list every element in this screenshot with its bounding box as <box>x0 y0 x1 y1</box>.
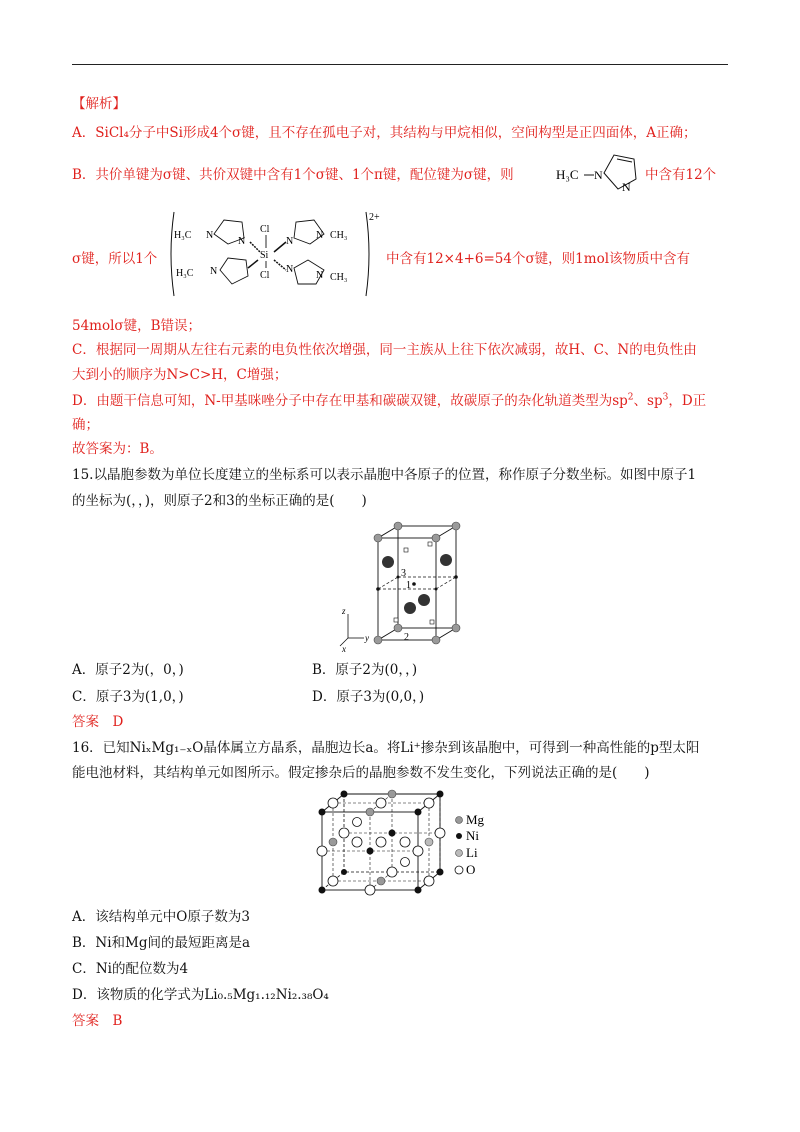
analysis-d-sup2: 3 <box>662 392 669 403</box>
q15-option-a: A．原子2为(，0，) <box>72 662 184 678</box>
q16-answer: 答案 B <box>72 1013 123 1029</box>
q15-axis-z: z <box>342 606 346 616</box>
q16-legend-o: O <box>466 862 476 877</box>
complex-n-lr2: N <box>316 270 324 281</box>
complex-cl-top: Cl <box>260 224 270 235</box>
q16-option-a: A．该结构单元中O原子数为3 <box>72 909 250 925</box>
complex-ch3-ul: H₃C <box>174 230 192 241</box>
analysis-b-line2-pre: σ键，所以1个 <box>72 251 158 267</box>
analysis-b-line3: 54molσ键，B错误； <box>72 318 202 334</box>
q15-option-c: C．原子3为(1,0，) <box>72 689 184 705</box>
q16-stem-line2: 能电池材料，其结构单元如图所示。假定掺杂后的晶胞参数不发生变化，下列说法正确的是( ) <box>72 765 650 781</box>
analysis-a: A．SiCl₄分子中Si形成4个σ键，且不存在孤电子对，其结构与甲烷相似，空间构型是正四面体，A正确； <box>72 125 697 141</box>
q15-axis-y: y <box>365 633 369 643</box>
q15-answer: 答案 D <box>72 714 124 730</box>
complex-n-ul2: N <box>238 236 246 247</box>
q15-option-d: D．原子3为(0,0，) <box>312 689 425 705</box>
q16-option-d: D．该物质的化学式为Li₀.₅Mg₁.₁₂Ni₂.₃₈O₄ <box>72 987 329 1003</box>
analysis-d-line2: 确； <box>72 417 99 433</box>
methylimidazole-structure <box>556 147 644 197</box>
mol-n2-label: N <box>622 180 631 194</box>
analysis-conclusion: 故答案为：B。 <box>72 441 163 457</box>
complex-charge: 2+ <box>369 212 380 223</box>
complex-cl-bottom: Cl <box>260 270 270 281</box>
q15-atom1-label: 1 <box>406 580 411 591</box>
q15-stem-line1: 15.以晶胞参数为单位长度建立的坐标系可以表示晶胞中各原子的位置，称作原子分数坐标。如图中原子1 <box>72 467 697 483</box>
analysis-heading: 【解析】 <box>72 96 126 112</box>
complex-n-lr: N <box>286 264 294 275</box>
analysis-b-line2-post: 中含有12×4+6=54个σ键，则1mol该物质中含有 <box>386 251 691 267</box>
q16-crystal-figure <box>312 788 500 898</box>
q15-atom3-label: 3 <box>401 568 406 579</box>
mol-n1-label: N <box>594 168 603 182</box>
analysis-d-sup1: 2 <box>627 392 634 403</box>
q15-axis-x: x <box>342 644 346 652</box>
complex-ch3-ur: CH₃ <box>330 230 348 241</box>
top-rule <box>72 64 728 65</box>
analysis-c-line2: 大到小的顺序为N>C>H，C增强； <box>72 367 288 383</box>
complex-ch3-ll: H₃C <box>176 268 194 279</box>
complex-si: Si <box>260 250 269 261</box>
q16-stem-line1: 16．已知NiₓMg₁₋ₓO晶体属立方晶系，晶胞边长a。将Li⁺掺杂到该晶胞中，可得到一种高性能的p型太阳 <box>72 740 700 756</box>
q16-legend-mg: Mg <box>466 812 485 827</box>
complex-ch3-lr: CH₃ <box>330 272 348 283</box>
analysis-d-pre: D．由题干信息可知，N-甲基咪唑分子中存在甲基和碳碳双键，故碳原子的杂化轨道类型为sp <box>72 393 628 409</box>
complex-n-ul: N <box>206 230 214 241</box>
q16-legend-li: Li <box>466 845 478 860</box>
analysis-d-post: ，D正 <box>668 393 707 409</box>
si-complex-structure <box>166 208 384 300</box>
analysis-d-line1 <box>72 392 706 410</box>
q15-option-b: B．原子2为(0，，) <box>312 662 418 678</box>
complex-n-ll: N <box>210 266 218 277</box>
analysis-d-mid: 、sp <box>633 393 663 409</box>
analysis-b-line1-post: 中含有12个 <box>645 167 717 183</box>
analysis-b-line1-pre: B．共价单键为σ键、共价双键中含有1个σ键、1个π键，配位键为σ键，则 <box>72 167 514 183</box>
q15-stem-line2: 的坐标为(，，)，则原子2和3的坐标正确的是( ) <box>72 493 367 509</box>
q16-legend-ni: Ni <box>466 828 479 843</box>
q15-crystal-figure <box>334 516 474 652</box>
complex-n-ur: N <box>286 236 294 247</box>
complex-n-ur2: N <box>316 230 324 241</box>
analysis-c-line1: C．根据同一周期从左往右元素的电负性依次增强，同一主族从上往下依次减弱，故H、C、N的电负性由 <box>72 342 697 358</box>
q15-atom2-label: 2 <box>404 632 409 643</box>
mol-ch3-label: H₃C <box>556 167 579 182</box>
q16-option-c: C．Ni的配位数为4 <box>72 961 189 977</box>
analysis-b-line1 <box>72 166 514 184</box>
q16-option-b: B．Ni和Mg间的最短距离是a <box>72 935 251 951</box>
